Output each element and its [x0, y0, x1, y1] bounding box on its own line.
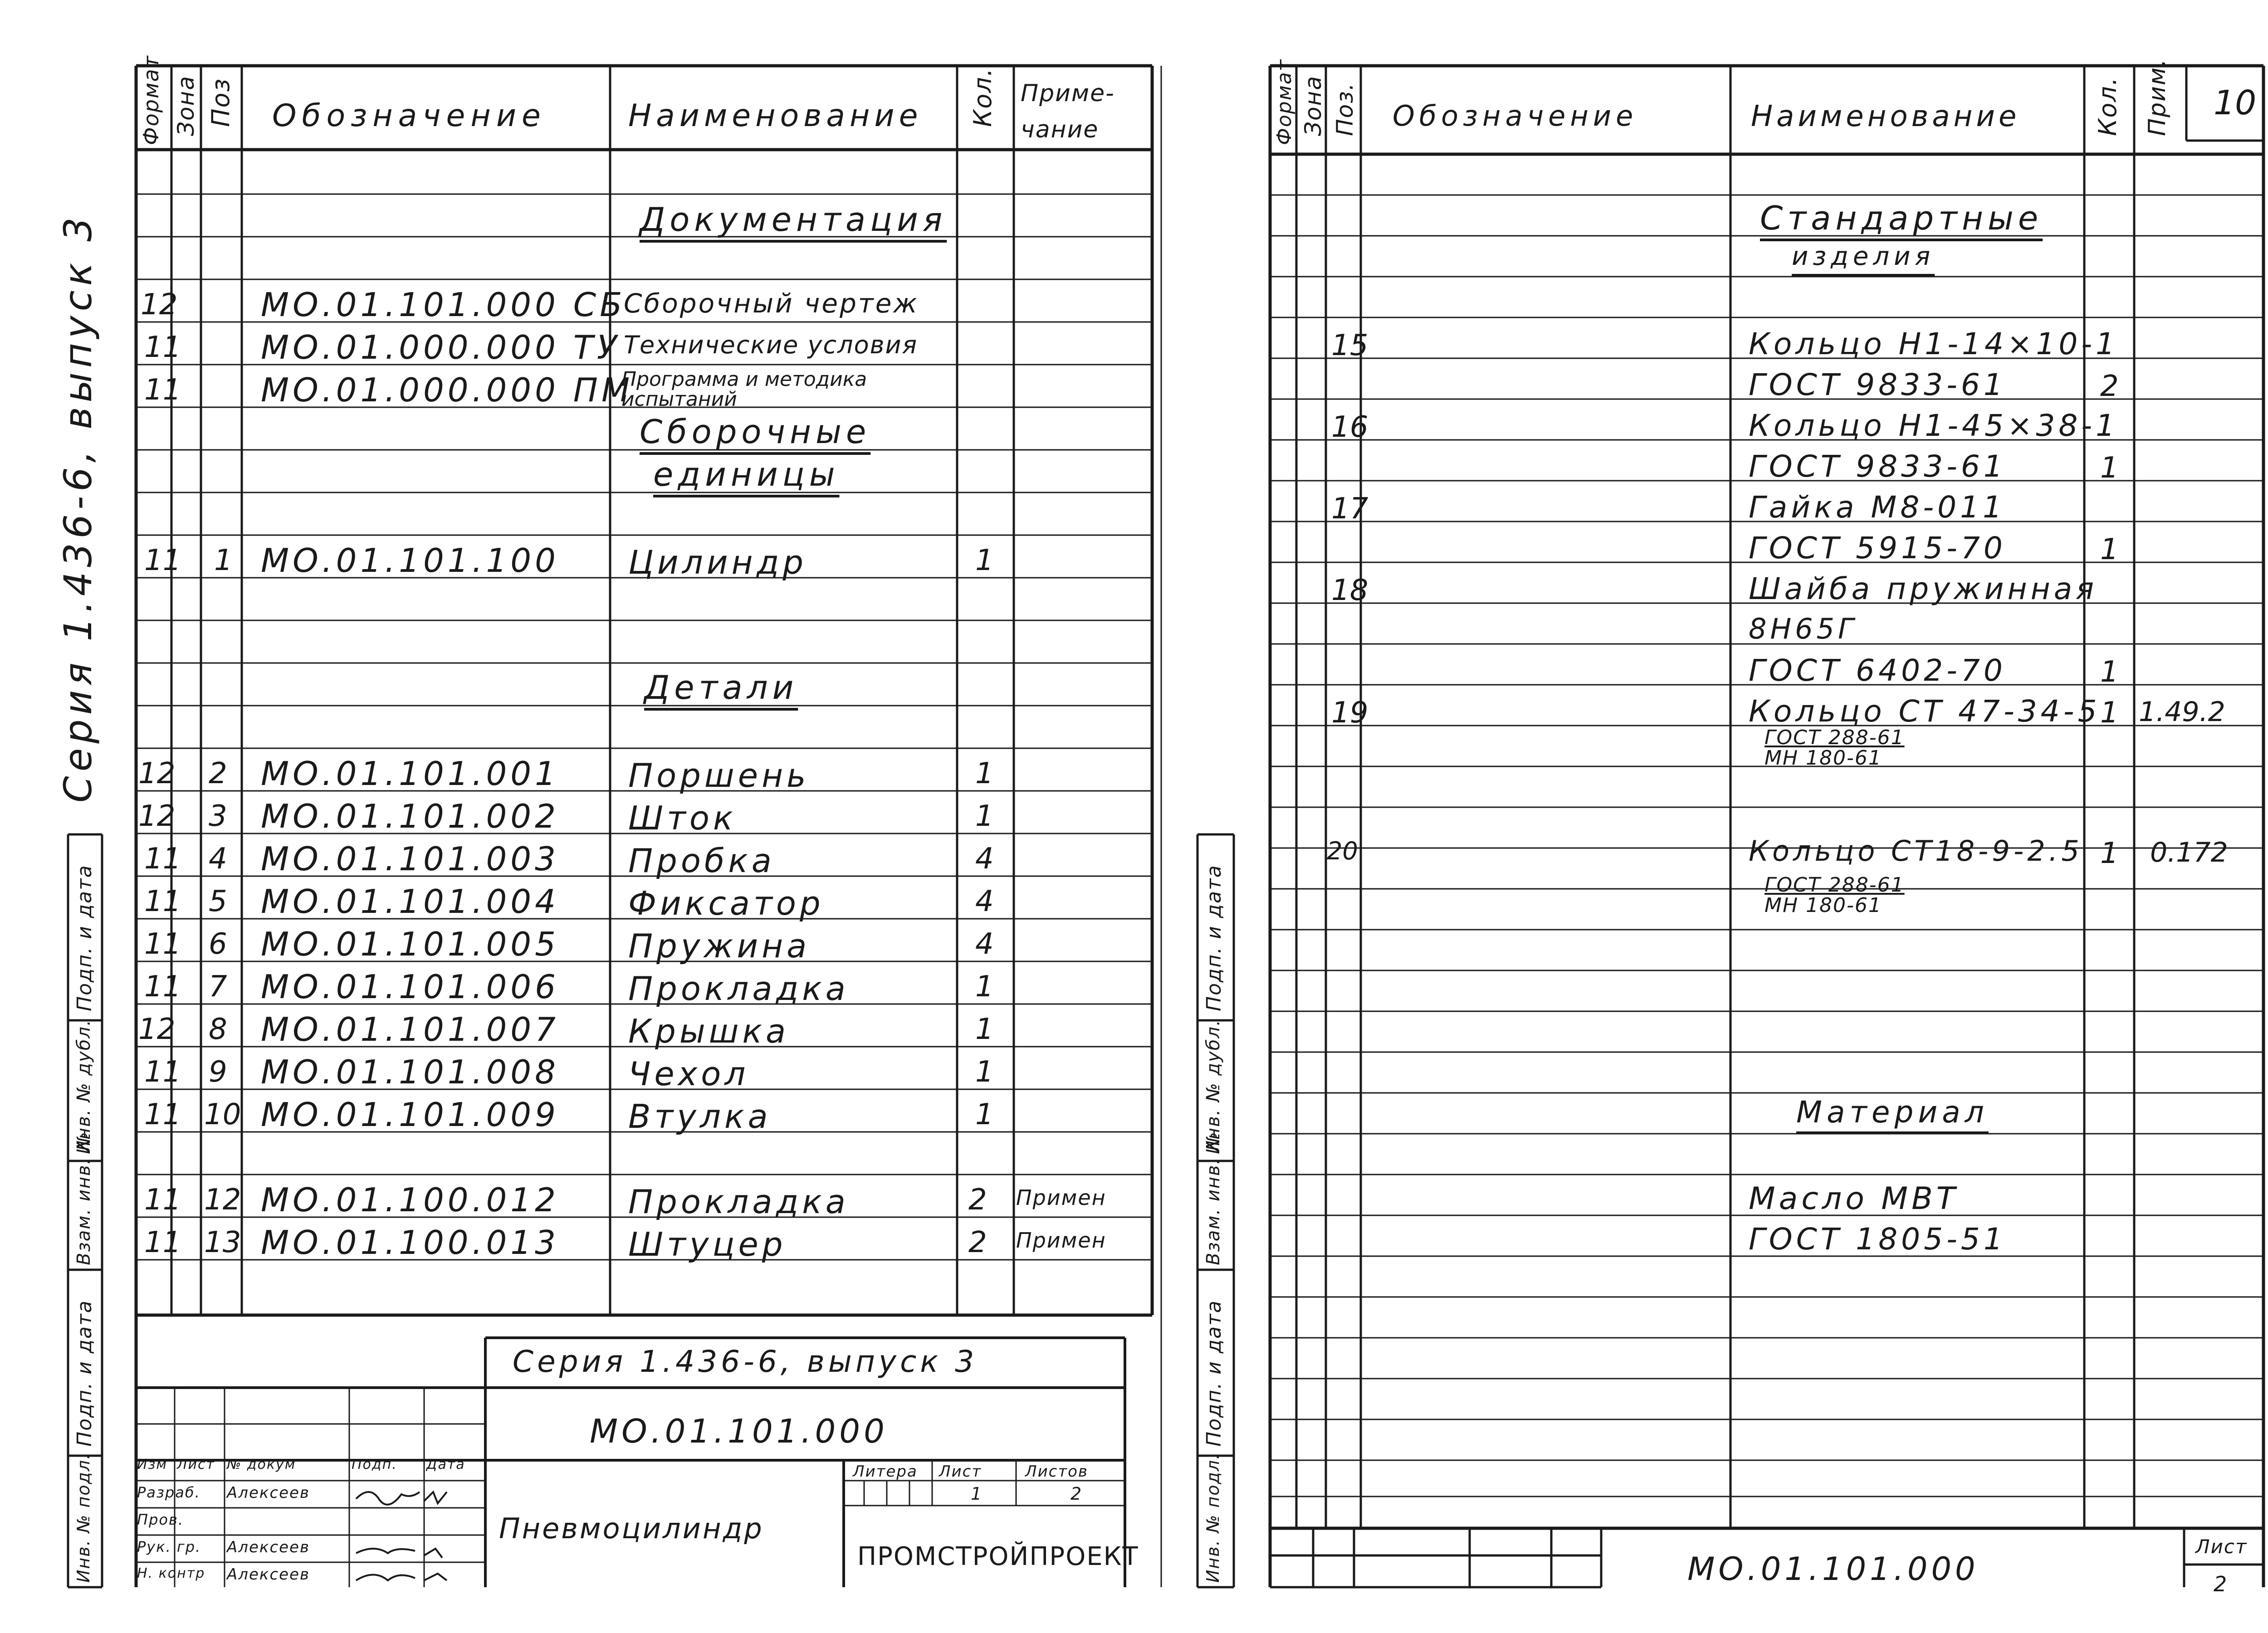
row-pos: 8: [209, 1013, 227, 1046]
row-pos: 7: [209, 970, 227, 1004]
row-designation: МО.01.000.000 ПМ: [261, 371, 634, 409]
stamp-col-list: Лист: [177, 1457, 215, 1472]
row-pos: 18: [1331, 574, 1369, 607]
row-pos: 1: [214, 544, 233, 577]
side-box-inv-podl: Инв. № подл.: [1203, 1453, 1223, 1583]
row-designation: МО.01.101.002: [261, 797, 559, 835]
row-name: Кольцо СТ 47-34-5: [1749, 694, 2101, 729]
row-format: 11: [144, 970, 181, 1004]
row-name: Поршень: [628, 756, 810, 795]
row-name: Штуцер: [628, 1225, 787, 1263]
row-format: 12: [141, 288, 178, 322]
header-pos: Поз: [206, 78, 235, 127]
row-qty: 1: [975, 799, 994, 833]
stamp-role: Пров.: [137, 1511, 184, 1528]
row-designation: МО.01.101.007: [261, 1010, 559, 1048]
row-format: 12: [138, 757, 176, 790]
row-note: Примен: [1016, 1185, 1106, 1210]
row-designation: МО.01.101.100: [261, 541, 559, 580]
stamp-code: МО.01.101.000: [590, 1412, 888, 1450]
section-units: единицы: [653, 455, 840, 493]
row-note: Примен: [1016, 1228, 1106, 1253]
header-format: Формат: [1273, 58, 1296, 145]
side-box-inv-podl: Инв. № подл.: [73, 1453, 93, 1583]
row-note: 1.49.2: [2139, 696, 2225, 728]
row-format: 11: [144, 373, 181, 407]
row-pos: 19: [1331, 696, 1369, 730]
section-standard: Стандартные: [1760, 199, 2043, 237]
row-qty: 4: [975, 885, 994, 918]
row-qty: 2: [968, 1183, 987, 1217]
stamp-name: Алексеев: [227, 1565, 310, 1584]
row-name: ГОСТ 6402-70: [1749, 653, 2006, 688]
row-format: 11: [144, 544, 181, 577]
header-name: Наименование: [628, 98, 923, 134]
row-name: Пробка: [628, 842, 775, 880]
row-pos: 15: [1331, 329, 1369, 362]
stamp-list-value: 2: [2214, 1572, 2228, 1596]
row-designation: МО.01.101.001: [261, 755, 559, 793]
section-assemblies: Сборочные: [640, 413, 871, 451]
row-designation: МО.01.101.008: [261, 1053, 559, 1091]
signature-scribbles: [352, 1481, 483, 1587]
row-std-top: ГОСТ 288-61: [1765, 726, 1905, 749]
row-pos: 13: [204, 1226, 241, 1259]
row-format: 12: [138, 799, 176, 833]
row-qty: 4: [975, 927, 994, 961]
row-pos: 6: [209, 927, 227, 961]
row-designation: МО.01.100.013: [261, 1224, 559, 1262]
row-qty: 2: [968, 1226, 987, 1259]
header-pos: Поз.: [1332, 82, 1358, 136]
row-name: Крышка: [628, 1012, 790, 1050]
stamp-list-label: Лист: [2195, 1536, 2248, 1558]
row-format: 11: [144, 331, 181, 364]
row-std-top: ГОСТ 288-61: [1765, 873, 1905, 897]
side-box-sign-date: Подп. и дата: [73, 864, 96, 1011]
stamp-col-date: Дата: [426, 1457, 465, 1472]
row-name: Прокладка: [628, 1183, 849, 1221]
row-pos: 20: [1327, 837, 1358, 865]
header-note: Прим.: [2144, 58, 2171, 136]
header-zone: Зона: [1300, 75, 1326, 136]
section-documentation: Документация: [640, 200, 947, 239]
row-name: Масло МВТ: [1749, 1181, 1959, 1217]
row-qty: 1: [2100, 696, 2119, 730]
row-designation: МО.01.101.004: [261, 882, 559, 921]
header-qty: Кол.: [2093, 76, 2122, 136]
header-name: Наименование: [1751, 100, 2020, 133]
header-note-2: чание: [1021, 116, 1099, 143]
stamp-title: Пневмоцилиндр: [499, 1512, 764, 1545]
header-designation: Обозначение: [272, 98, 546, 134]
row-name: Фиксатор: [628, 884, 824, 922]
row-format: 12: [138, 1013, 176, 1046]
header-note-1: Приме-: [1021, 80, 1115, 107]
side-box-sign-date-2: Подп. и дата: [73, 1300, 96, 1447]
row-designation: МО.01.000.000 ТУ: [261, 328, 621, 366]
stamp-listov-label: Листов: [1025, 1462, 1089, 1481]
stamp-col-doc: № докум: [227, 1457, 296, 1472]
row-qty: 1: [975, 757, 994, 790]
row-qty: 1: [975, 1013, 994, 1046]
stamp-role: Разраб.: [137, 1484, 200, 1501]
row-format: 11: [144, 1055, 181, 1089]
row-qty: 2: [2100, 370, 2119, 403]
row-pos: 17: [1331, 492, 1369, 526]
row-name: Пружина: [628, 927, 811, 965]
row-designation: МО.01.101.006: [261, 968, 559, 1006]
stamp-org: ПРОМСТРОЙПРОЕКТ: [857, 1542, 1139, 1571]
row-format: 11: [144, 885, 181, 918]
header-qty: Кол.: [968, 67, 997, 127]
side-box-inv-dubl: Инв. № дубл.: [73, 1019, 94, 1154]
row-format: 11: [144, 842, 181, 876]
stamp-listov-value: 2: [1070, 1484, 1083, 1504]
row-pos: 2: [209, 757, 227, 790]
row-designation: МО.01.101.003: [261, 840, 559, 878]
side-box-vzam-inv: Взам. инв. №: [73, 1131, 94, 1265]
section-items: изделия: [1792, 242, 1935, 271]
section-details: Детали: [644, 668, 798, 707]
row-format: 11: [144, 1183, 181, 1217]
stamp-series: Серия 1.436-6, выпуск 3: [513, 1344, 978, 1379]
row-name: Втулка: [628, 1097, 772, 1136]
row-pos: 16: [1331, 410, 1369, 444]
page-number: 10: [2214, 83, 2257, 122]
section-material: Материал: [1796, 1095, 1989, 1130]
row-name: Кольцо СТ18-9-2.5: [1749, 834, 2083, 868]
row-name: ГОСТ 9833-61: [1749, 367, 2006, 402]
row-designation: МО.01.101.005: [261, 925, 559, 963]
row-name: Сборочный чертеж: [624, 288, 919, 319]
row-designation: МО.01.101.009: [261, 1096, 559, 1134]
side-box-sign-date: Подп. и дата: [1202, 864, 1226, 1011]
row-name: ГОСТ 5915-70: [1749, 531, 2006, 565]
row-qty: 1: [2100, 655, 2119, 689]
row-name: 8Н65Г: [1749, 612, 1857, 645]
row-qty: 1: [975, 970, 994, 1004]
row-pos: 10: [204, 1098, 241, 1131]
stamp-name: Алексеев: [227, 1484, 310, 1502]
row-name: Гайка М8-011: [1749, 490, 2006, 525]
row-qty: 1: [2100, 837, 2119, 870]
stamp-list-label: Лист: [939, 1462, 982, 1481]
row-name: Шайба пружинная: [1749, 571, 2097, 606]
stamp-litera-label: Литера: [853, 1462, 918, 1481]
row-name: ГОСТ 9833-61: [1749, 449, 2006, 484]
row-name: ГОСТ 1805-51: [1749, 1222, 2006, 1257]
row-name: Шток: [628, 799, 737, 837]
row-format: 11: [144, 1226, 181, 1259]
row-qty: 1: [2100, 451, 2119, 485]
row-pos: 3: [209, 799, 227, 833]
row-name: Цилиндр: [628, 543, 807, 581]
stamp-col-izm: Изм: [137, 1457, 168, 1472]
row-std-bottom: МН 180-61: [1765, 894, 1882, 917]
row-designation: МО.01.100.012: [261, 1181, 559, 1219]
row-pos: 5: [209, 885, 227, 918]
side-box-vzam-inv: Взам. инв. №: [1203, 1131, 1224, 1265]
row-format: 11: [144, 1098, 181, 1131]
row-name: Кольцо Н1-14×10-1: [1749, 327, 2119, 361]
row-name: Прокладка: [628, 970, 849, 1008]
stamp-role: Рук. гр.: [137, 1538, 201, 1555]
row-qty: 1: [975, 1098, 994, 1131]
row-format: 11: [144, 927, 181, 961]
row-qty: 1: [2100, 533, 2119, 566]
header-zone: Зона: [173, 75, 199, 136]
stamp-role: Н. контр: [137, 1565, 205, 1581]
row-qty: 4: [975, 842, 994, 876]
row-designation: МО.01.101.000 СБ: [261, 286, 626, 324]
header-designation: Обозначение: [1393, 99, 1638, 132]
stamp-col-sign: Подп.: [352, 1457, 397, 1472]
side-box-sign-date-2: Подп. и дата: [1202, 1300, 1226, 1447]
side-series-title: Серия 1.436-6, выпуск 3: [56, 213, 100, 803]
row-name: Чехол: [628, 1055, 749, 1093]
stamp-list-value: 1: [971, 1484, 983, 1504]
header-format: Формат: [139, 55, 163, 145]
stamp-code: МО.01.101.000: [1687, 1550, 1979, 1588]
row-pos: 12: [204, 1183, 241, 1217]
row-note: 0.172: [2150, 837, 2228, 868]
side-box-inv-dubl: Инв. № дубл.: [1203, 1019, 1224, 1154]
row-name: Кольцо Н1-45×38-1: [1749, 408, 2119, 443]
row-pos: 9: [209, 1055, 227, 1089]
row-name: Программа и методика испытаний: [621, 368, 867, 411]
row-name: Технические условия: [624, 331, 918, 359]
row-qty: 1: [975, 1055, 994, 1089]
row-qty: 1: [975, 544, 994, 577]
row-std-bottom: МН 180-61: [1765, 746, 1882, 770]
row-pos: 4: [209, 842, 227, 876]
stamp-name: Алексеев: [227, 1538, 310, 1556]
